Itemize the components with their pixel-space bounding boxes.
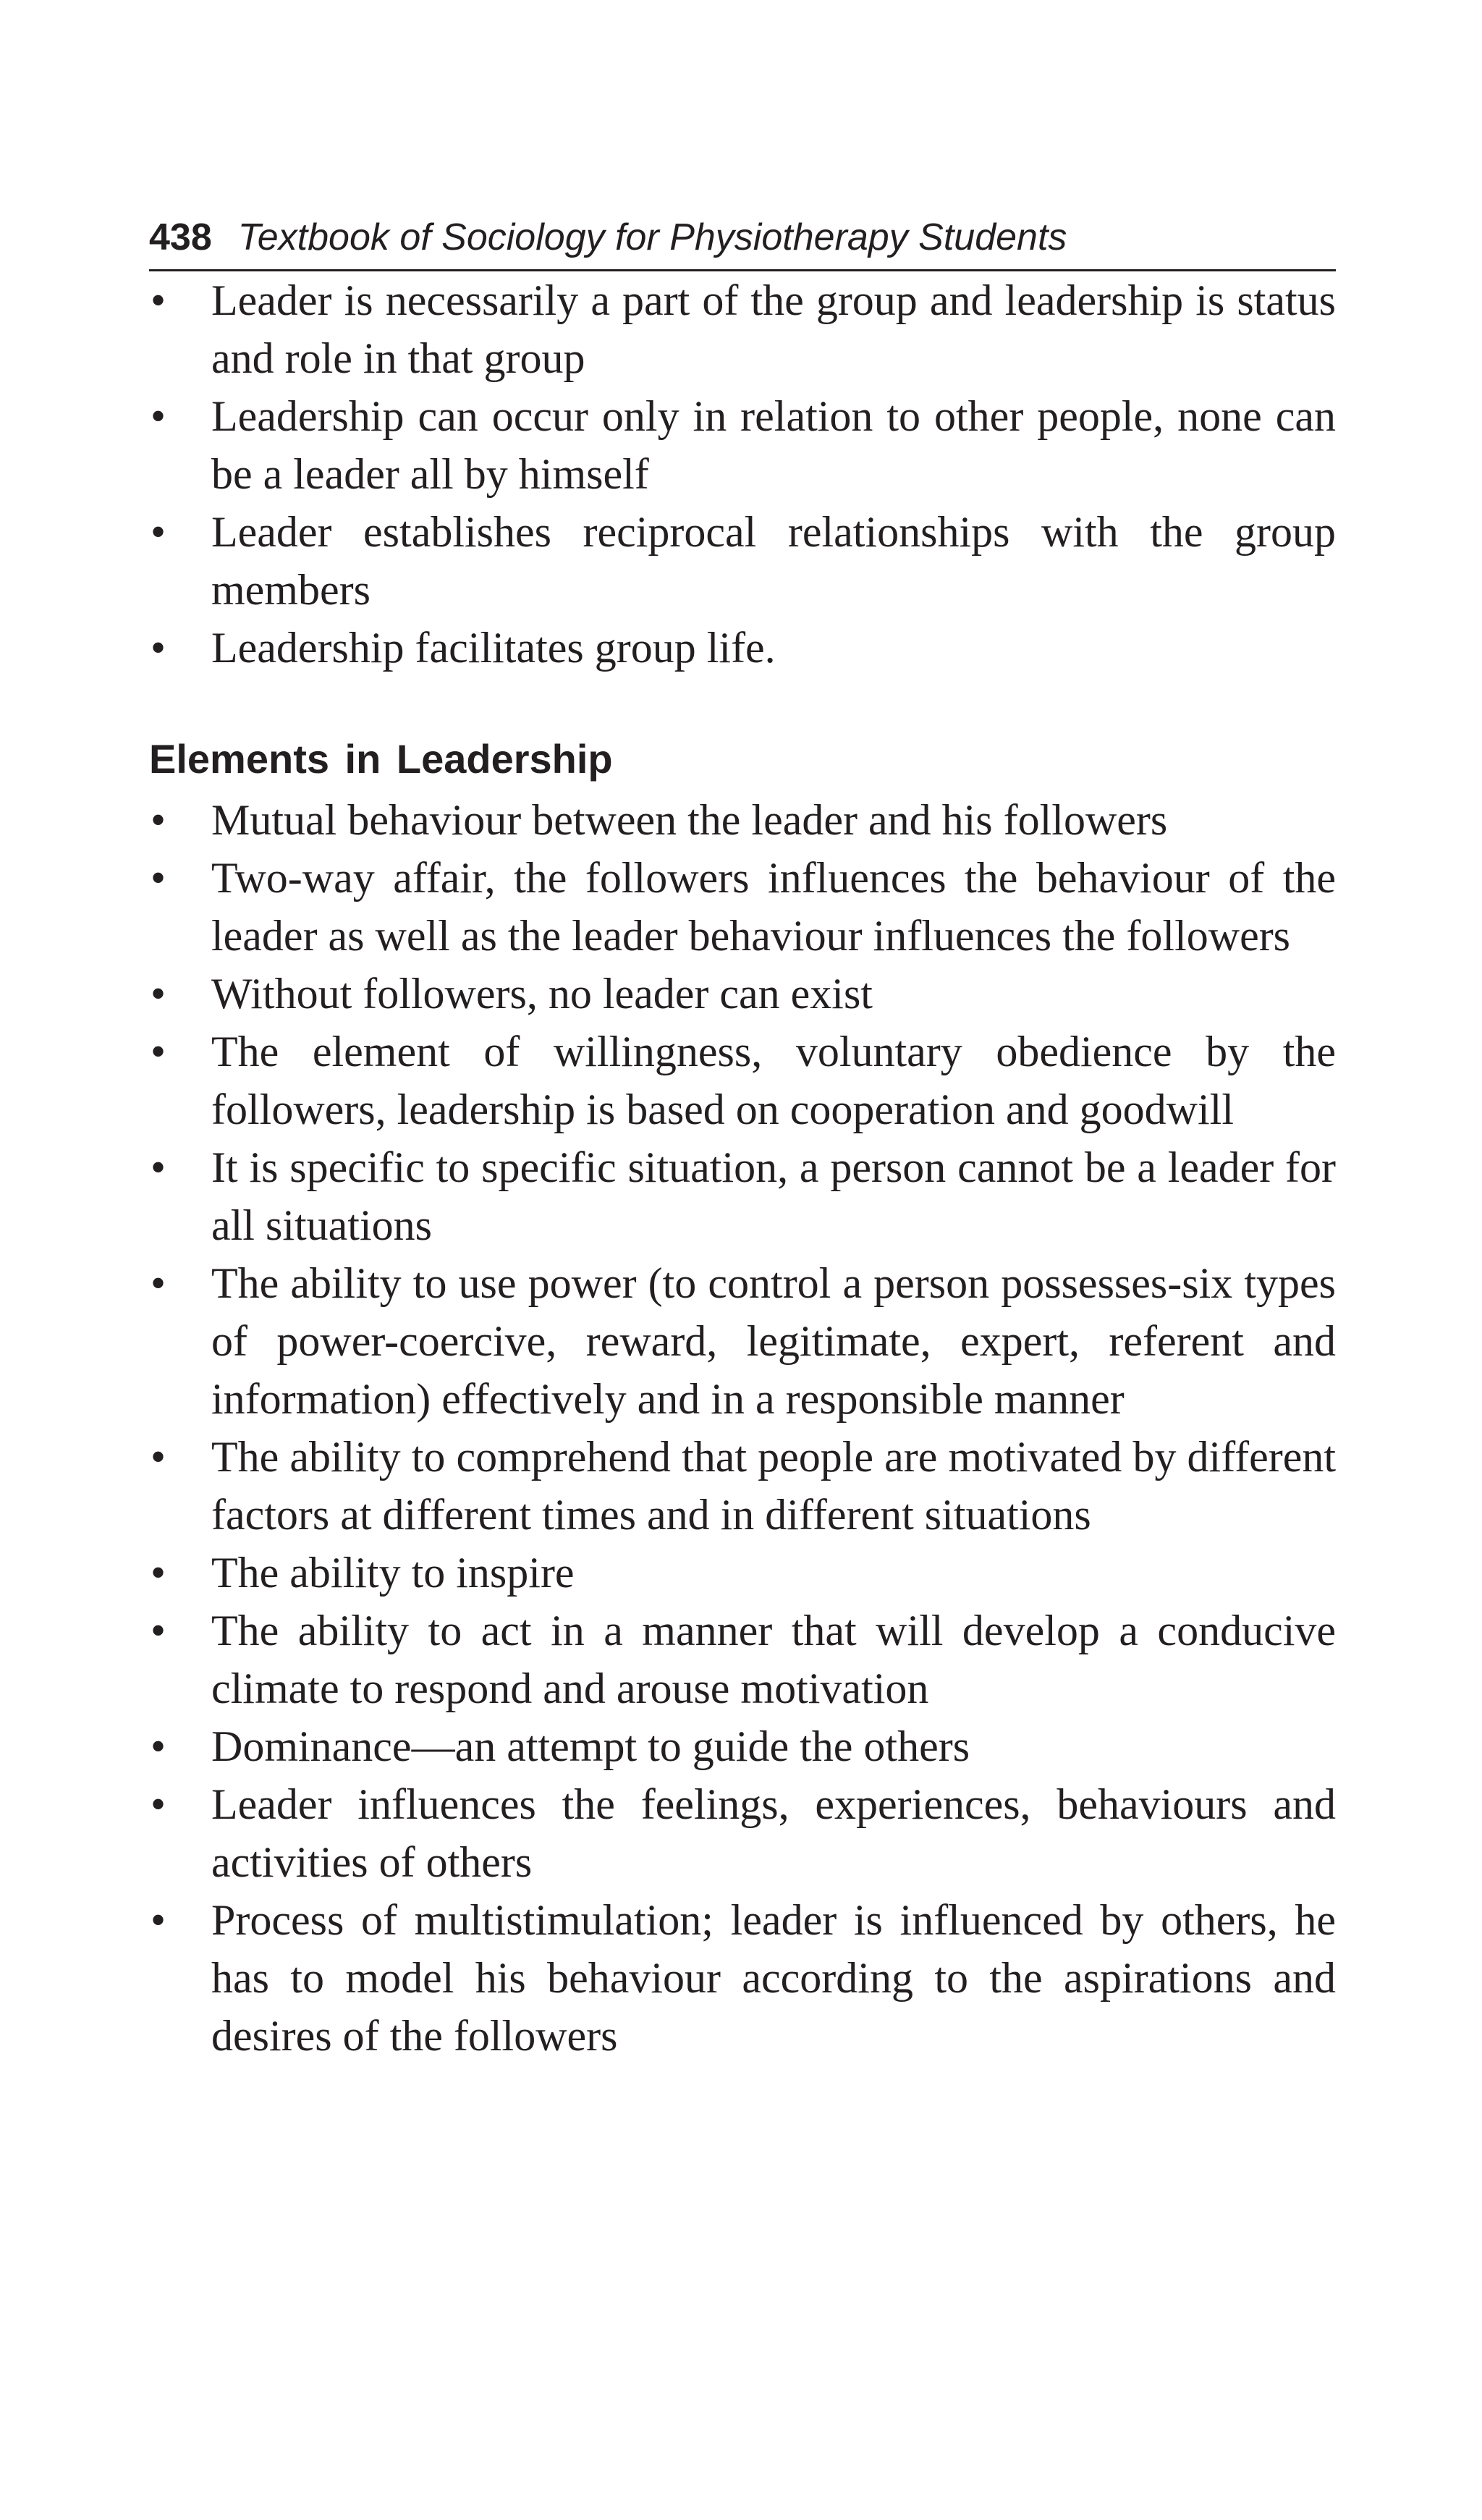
list-item [149, 1891, 1336, 2065]
list-item [149, 1023, 1336, 1138]
list-item [149, 965, 1336, 1023]
list-item-text: It is specific to specific situation, a person cannot be a leader for all situations [211, 1143, 1336, 1249]
bullet-icon: • [151, 1549, 166, 1597]
bullet-icon: • [151, 1433, 166, 1481]
bullet-icon: • [151, 276, 166, 324]
list-item-text: Leader is necessarily a part of the group and leadership is status and role in that group [211, 276, 1336, 382]
list-item-text: The ability to use power (to control a person possesses-six types of power-coercive, reward, legitimate, expert, referent and information) effectively and in a responsible manner [211, 1259, 1336, 1423]
list-item [149, 387, 1336, 503]
book-page [149, 210, 1336, 2065]
bullet-icon: • [151, 1259, 166, 1307]
bullet-icon: • [151, 796, 166, 844]
bullet-icon: • [151, 1143, 166, 1191]
list-item-text: Leader influences the feelings, experiences, behaviours and activities of others [211, 1780, 1336, 1886]
list-item-text: The ability to comprehend that people are motivated by different factors at different times and in different situations [211, 1433, 1336, 1539]
bullet-icon: • [151, 624, 166, 672]
bullet-icon: • [151, 1722, 166, 1770]
list-item [149, 271, 1336, 387]
list-item-text: Two-way affair, the followers influences the behaviour of the leader as well as the leader behaviour influences the followers [211, 854, 1336, 960]
bullet-icon: • [151, 1607, 166, 1654]
list-item [149, 1254, 1336, 1428]
list-item-text: Leader establishes reciprocal relationships with the group members [211, 508, 1336, 614]
book-title: Textbook of Sociology for Physiotherapy Students [237, 216, 1067, 258]
bullet-icon: • [151, 1896, 166, 1944]
bullet-icon: • [151, 392, 166, 440]
bullet-icon: • [151, 970, 166, 1018]
bullet-icon: • [151, 854, 166, 902]
list-item [149, 1775, 1336, 1891]
list-item-text: Leadership can occur only in relation to other people, none can be a leader all by himself [211, 392, 1336, 498]
bullet-icon: • [151, 1780, 166, 1828]
elements-in-leadership-list [149, 791, 1336, 2065]
list-item-text: The ability to act in a manner that will develop a conducive climate to respond and arouse motivation [211, 1607, 1336, 1712]
list-item-text: The ability to inspire [211, 1549, 575, 1597]
bullet-icon: • [151, 1028, 166, 1075]
list-item-text: Leadership facilitates group life. [211, 624, 776, 672]
page-number: 438 [149, 216, 212, 258]
list-item [149, 619, 1336, 677]
leadership-characteristics-list [149, 271, 1336, 677]
list-item-text: Mutual behaviour between the leader and his followers [211, 796, 1168, 844]
list-item [149, 1602, 1336, 1717]
list-item [149, 1138, 1336, 1254]
section-heading: Elements in Leadership [149, 736, 613, 782]
list-item [149, 503, 1336, 619]
list-item [149, 1428, 1336, 1544]
list-item-text: Dominance—an attempt to guide the others [211, 1722, 970, 1770]
running-header [149, 210, 1336, 271]
list-item-text: Process of multistimulation; leader is influenced by others, he has to model his behaviour according to the aspirations and desires of the followers [211, 1896, 1336, 2060]
list-item-text: The element of willingness, voluntary obedience by the followers, leadership is based on cooperation and goodwill [211, 1028, 1336, 1133]
list-item [149, 1717, 1336, 1775]
list-item [149, 791, 1336, 849]
list-item [149, 1544, 1336, 1602]
bullet-icon: • [151, 508, 166, 556]
list-item [149, 849, 1336, 965]
list-item-text: Without followers, no leader can exist [211, 970, 873, 1018]
